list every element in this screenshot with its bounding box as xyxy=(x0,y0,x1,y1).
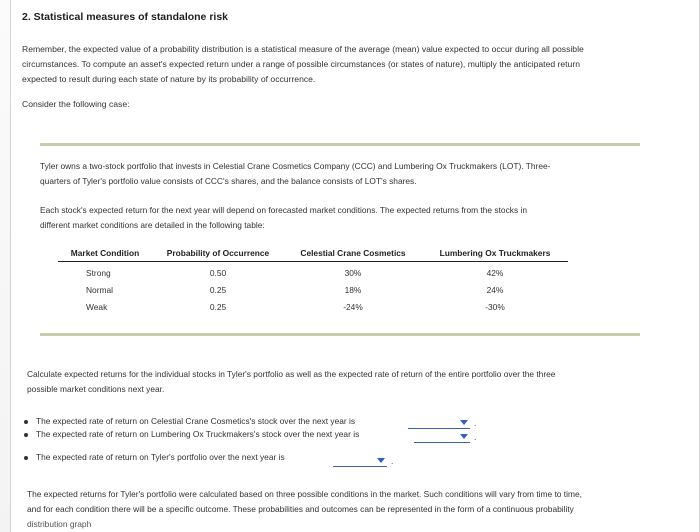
list-item xyxy=(20,451,359,464)
table-cell: 0.50 xyxy=(209,268,227,278)
bullet-text: The expected rate of return on Tyler's portfolio over the next year is xyxy=(36,452,285,462)
portfolio-return-dropdown[interactable] xyxy=(333,455,387,467)
question-line: Calculate expected returns for the individual stocks in Tyler's portfolio as well as the expected rate of return of the entire portfolio over the three xyxy=(27,369,556,379)
case-description xyxy=(40,159,630,189)
case-line: quarters of Tyler's portfolio value consists of CCC's shares, and the balance consists of LOT's shares. xyxy=(40,176,417,186)
chevron-down-icon xyxy=(460,420,468,425)
case-line: Each stock's expected return for the next year will depend on forecasted market conditions. The expected returns from the stocks in xyxy=(40,205,527,215)
case-top-divider xyxy=(40,143,640,146)
intro-line: Remember, the expected value of a probability distribution is a statistical measure of the average (mean) value expected to occur during all possible xyxy=(22,44,584,54)
consider-label: Consider the following case: xyxy=(22,99,130,109)
table-cell: 18% xyxy=(344,285,362,295)
lot-return-dropdown[interactable] xyxy=(414,431,470,443)
table-cell: 30% xyxy=(344,268,362,278)
footer-line: distribution graph xyxy=(27,519,92,529)
table-row xyxy=(58,262,568,282)
table-cell: Strong xyxy=(86,268,111,278)
intro-line: expected to result during each state of nature by its probability of occurrence. xyxy=(22,74,316,84)
bullet-text: The expected rate of return on Lumbering Ox Truckmakers's stock over the next year is xyxy=(36,429,360,439)
sentence-period: . xyxy=(474,432,477,442)
case-line: different market conditions are detailed in the following table: xyxy=(40,220,265,230)
section-title: 2. Statistical measures of standalone risk xyxy=(22,11,229,23)
case-line: Tyler owns a two-stock portfolio that invests in Celestial Crane Cosmetics Company (CCC) and Lumbering Ox Truckmakers (LOT). Three- xyxy=(40,161,551,171)
table-header-row xyxy=(58,246,568,262)
expected-returns-table xyxy=(58,246,568,315)
bullet-icon xyxy=(24,420,28,424)
table-row xyxy=(58,298,568,315)
case-table-intro xyxy=(40,203,630,233)
answer-list xyxy=(20,415,359,464)
column-header: Market Condition xyxy=(58,246,152,262)
column-header: Probability of Occurrence xyxy=(152,246,284,262)
table-cell: 0.25 xyxy=(209,285,227,295)
bullet-icon xyxy=(24,433,28,437)
list-item xyxy=(20,415,359,428)
table-cell: 0.25 xyxy=(209,302,227,312)
bullet-icon xyxy=(24,456,28,460)
table-cell: -24% xyxy=(343,302,363,312)
intro-paragraph xyxy=(22,42,672,87)
chevron-down-icon xyxy=(377,458,385,463)
table-cell: Weak xyxy=(86,302,108,312)
list-item xyxy=(20,428,359,441)
table-cell: 42% xyxy=(486,268,504,278)
case-bottom-divider xyxy=(40,333,640,336)
sentence-period: . xyxy=(391,456,394,466)
footer-line: and for each condition there will be a specific outcome. These probabilities and outcomes can be represented in the form of a continuous probability xyxy=(27,504,574,514)
footer-paragraph xyxy=(27,487,675,532)
question-line: possible market conditions next year. xyxy=(27,384,165,394)
column-header: Celestial Crane Cosmetics xyxy=(284,246,422,262)
table-cell: -30% xyxy=(485,302,505,312)
ccc-return-dropdown[interactable] xyxy=(408,417,470,429)
table-cell: Normal xyxy=(86,285,113,295)
question-prompt xyxy=(27,367,647,397)
table-cell: 24% xyxy=(486,285,504,295)
column-header: Lumbering Ox Truckmakers xyxy=(422,246,568,262)
bullet-text: The expected rate of return on Celestial Crane Cosmetics's stock over the next year is xyxy=(36,416,356,426)
chevron-down-icon xyxy=(460,434,468,439)
sentence-period: . xyxy=(474,418,477,428)
intro-line: circumstances. To compute an asset's expected return under a range of possible circumstances (or states of nature), multiply the anticipated return xyxy=(22,59,580,69)
table-row xyxy=(58,281,568,298)
footer-line: The expected returns for Tyler's portfolio were calculated based on three possible conditions in the market. Such conditions will vary from time to time, xyxy=(27,489,582,499)
